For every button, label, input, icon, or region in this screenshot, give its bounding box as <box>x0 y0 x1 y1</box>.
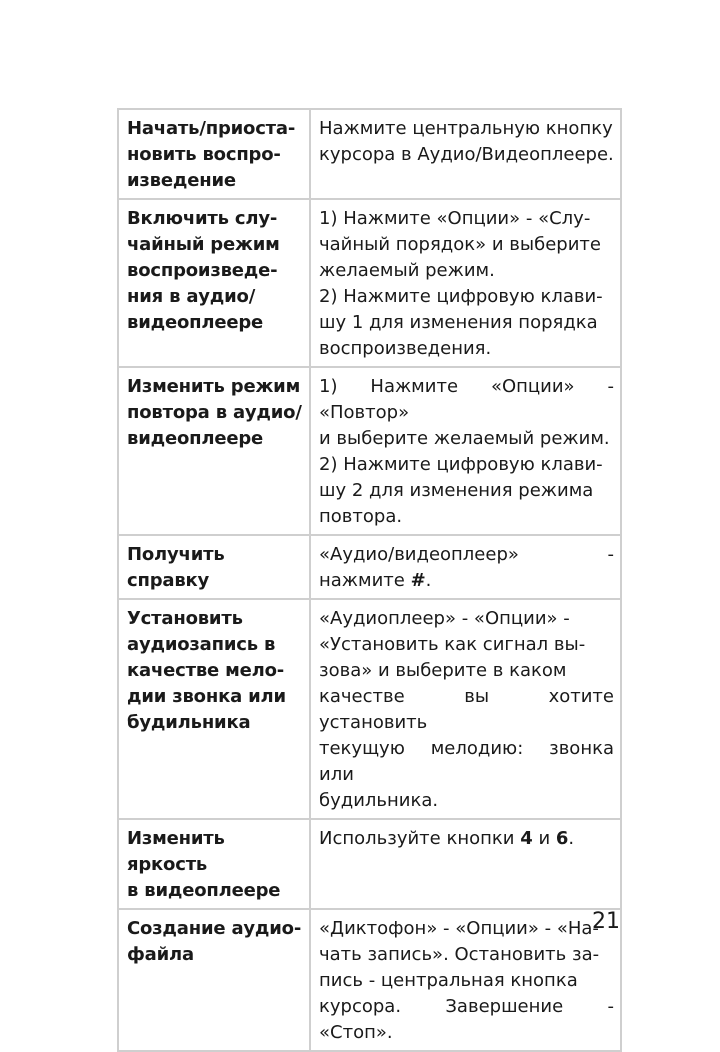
action-cell <box>118 819 310 909</box>
action-cell <box>118 367 310 535</box>
instruction-cell <box>310 599 621 819</box>
action-cell <box>118 535 310 599</box>
table-row <box>118 599 621 819</box>
instruction-line: «Аудиоплеер» - «Опции» - <box>319 608 570 629</box>
instruction-cell <box>310 199 621 367</box>
instruction-cell <box>310 909 621 1051</box>
action-line: видеоплеере <box>127 312 264 333</box>
key-4: 4 <box>520 828 533 849</box>
table-row <box>118 367 621 535</box>
instruction-line: шу 2 для изменения режима <box>319 480 594 501</box>
instruction-line: чайный порядок» и выберите <box>319 234 601 255</box>
instruction-line: текущую мелодию: звонка или <box>319 738 614 785</box>
instruction-cell <box>310 535 621 599</box>
instruction-line: «Установить как сигнал вы- <box>319 634 586 655</box>
action-line: воспроизведе- <box>127 260 278 281</box>
key-hash: # <box>410 570 426 591</box>
instruction-line: 1) Нажмите «Опции» - «Повтор» <box>319 376 614 423</box>
action-line: качестве мело- <box>127 660 285 681</box>
action-line: файла <box>127 944 194 965</box>
instruction-line: качестве вы хотите установить <box>319 686 614 733</box>
instruction-line: 2) Нажмите цифровую клави- <box>319 286 603 307</box>
instruction-line: и выберите желаемый режим. <box>319 428 610 449</box>
instruction-line: «Диктофон» - «Опции» - «На- <box>319 918 599 939</box>
instruction-text: Используйте кнопки <box>319 828 521 849</box>
action-line: Начать/приоста- <box>127 118 296 139</box>
instruction-cell <box>310 819 621 909</box>
action-line: видеоплеере <box>127 428 264 449</box>
instruction-line: пись - центральная кнопка <box>319 970 578 991</box>
instruction-line: курсора. Завершение - «Стоп». <box>319 996 614 1043</box>
instructions-table <box>117 108 622 1052</box>
action-line: дии звонка или <box>127 686 286 707</box>
instruction-line: желаемый режим. <box>319 260 495 281</box>
action-line: новить воспро- <box>127 144 281 165</box>
action-cell <box>118 909 310 1051</box>
action-line: чайный режим <box>127 234 280 255</box>
instruction-line: курсора в Аудио/Видеоплеере. <box>319 144 614 165</box>
instruction-text: . <box>425 570 432 591</box>
instruction-line: воспроизведения. <box>319 338 492 359</box>
page-number: 21 <box>592 909 620 934</box>
instruction-line: 2) Нажмите цифровую клави- <box>319 454 603 475</box>
action-line: ния в аудио/ <box>127 286 256 307</box>
action-line: будильника <box>127 712 251 733</box>
table-row <box>118 199 621 367</box>
action-line: Изменить яркость <box>127 828 225 875</box>
table-row <box>118 909 621 1051</box>
action-cell <box>118 109 310 199</box>
action-line: изведение <box>127 170 236 191</box>
action-line: в видеоплеере <box>127 880 281 901</box>
action-line: Изменить режим <box>127 376 301 397</box>
instruction-line: шу 1 для изменения порядка <box>319 312 598 333</box>
action-line: аудиозапись в <box>127 634 276 655</box>
key-6: 6 <box>555 828 569 849</box>
action-line: Создание аудио- <box>127 918 302 939</box>
instruction-line: Нажмите центральную кнопку <box>319 118 613 139</box>
instruction-line: чать запись». Остановить за- <box>319 944 600 965</box>
instruction-text: . <box>568 828 575 849</box>
instruction-text: «Аудио/видеоплеер» - нажмите <box>319 544 614 591</box>
instruction-cell <box>310 109 621 199</box>
table-row <box>118 109 621 199</box>
instruction-line: 1) Нажмите «Опции» - «Слу- <box>319 208 591 229</box>
action-cell <box>118 599 310 819</box>
instruction-line: будильника. <box>319 790 439 811</box>
table-row <box>118 535 621 599</box>
instruction-text: и <box>532 828 556 849</box>
instruction-cell <box>310 367 621 535</box>
action-line: Получить справку <box>127 544 225 591</box>
action-line: Включить слу- <box>127 208 278 229</box>
table-row <box>118 819 621 909</box>
action-line: повтора в аудио/ <box>127 402 302 423</box>
action-line: Установить <box>127 608 243 629</box>
instruction-line: зова» и выберите в каком <box>319 660 567 681</box>
instruction-line: повтора. <box>319 506 403 527</box>
action-cell <box>118 199 310 367</box>
